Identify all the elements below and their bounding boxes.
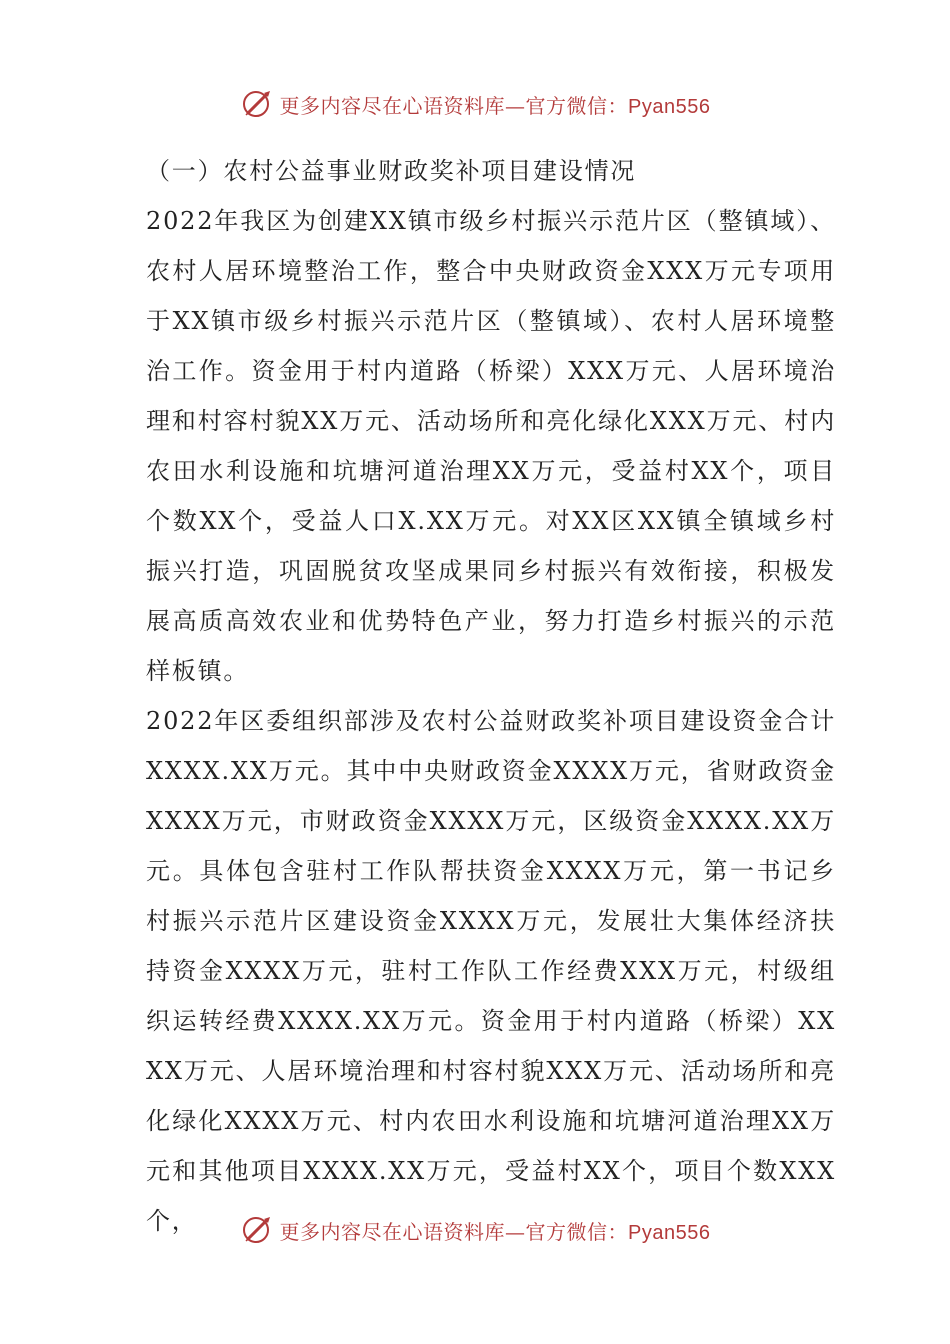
pen-logo-icon bbox=[240, 87, 274, 121]
footer-banner bbox=[0, 1210, 950, 1250]
paragraph-1: 2022年我区为创建XX镇市级乡村振兴示范片区（整镇域）、农村人居环境整治工作，整合中央财政资金XXX万元专项用于XX镇市级乡村振兴示范片区（整镇域）、农村人居环境整治工作。资金用于村内道路（桥梁）XXX万元、人居环境治理和村容村貌XX万元、活动场所和亮化绿化XXX万元、村内农田水利设施和坑塘河道治理XX万元，受益村XX个，项目个数XX个，受益人口X.XX万元。对XX区XX镇全镇域乡村振兴打造，巩固脱贫攻坚成果同乡村振兴有效衔接，积极发展高质高效农业和优势特色产业，努力打造乡村振兴的示范样板镇。 bbox=[146, 207, 836, 685]
header-banner bbox=[0, 84, 950, 124]
section-heading: （一）农村公益事业财政奖补项目建设情况 bbox=[146, 157, 637, 185]
paragraph-2: 2022年区委组织部涉及农村公益财政奖补项目建设资金合计XXXX.XX万元。其中中央财政资金XXXX万元，省财政资金XXXX万元，市财政资金XXXX万元，区级资金XXXX.XX万元。具体包含驻村工作队帮扶资金XXXX万元，第一书记乡村振兴示范片区建设资金XXXX万元，发展壮大集体经济扶持资金XXXX万元，驻村工作队工作经费XXX万元，村级组织运转经费XXXX.XX万元。资金用于村内道路（桥梁）XXXX万元、人居环境治理和村容村貌XXX万元、活动场所和亮化绿化XXXX万元、村内农田水利设施和坑塘河道治理XX万元和其他项目XXXX.XX万元，受益村XX个，项目个数XXX个， bbox=[146, 707, 836, 1235]
wechat-id: Pyan556 bbox=[628, 1221, 711, 1244]
document-body bbox=[146, 146, 836, 1246]
header-banner-text: 更多内容尽在心语资料库—官方微信：Pyan556 bbox=[279, 93, 711, 118]
footer-banner-text: 更多内容尽在心语资料库—官方微信：Pyan556 bbox=[279, 1219, 711, 1244]
wechat-id: Pyan556 bbox=[628, 95, 711, 118]
pen-logo-icon bbox=[240, 1213, 274, 1247]
